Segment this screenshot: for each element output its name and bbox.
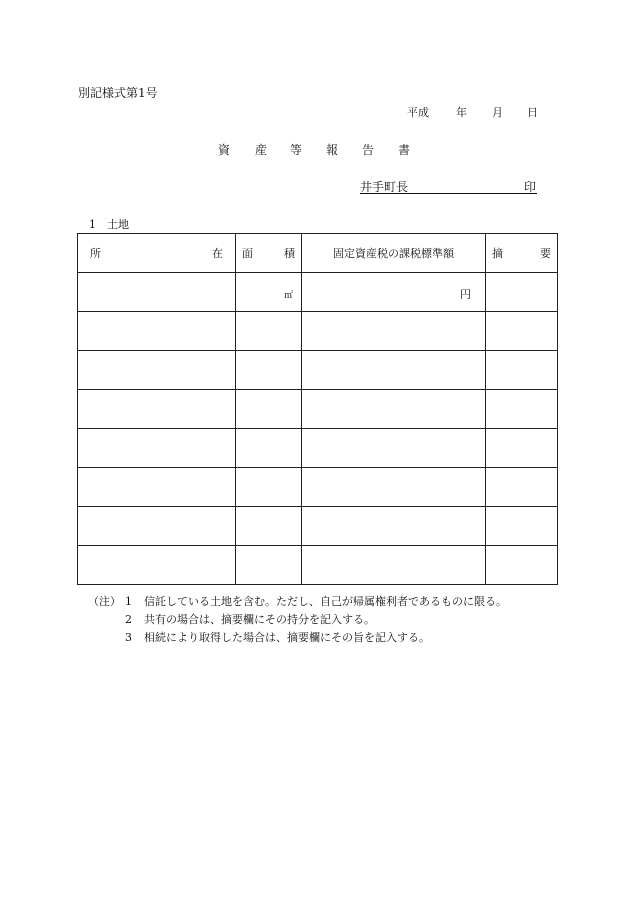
area-cell[interactable] <box>236 273 302 312</box>
tax-value-cell[interactable] <box>302 390 486 429</box>
note-item <box>125 593 507 609</box>
title-char: 資 <box>218 143 231 157</box>
seal-mark: 印 <box>523 180 536 194</box>
remarks-cell[interactable] <box>486 390 558 429</box>
signature-line <box>360 178 537 194</box>
table-row <box>78 546 558 585</box>
area-unit: ㎡ <box>283 291 293 301</box>
location-cell[interactable] <box>78 546 236 585</box>
header-location-char: 在 <box>212 247 223 260</box>
area-cell[interactable] <box>236 507 302 546</box>
note-item <box>125 611 375 627</box>
form-number: 別記様式第1号 <box>78 86 158 100</box>
section-title: 1 土地 <box>89 218 129 231</box>
area-cell[interactable] <box>236 351 302 390</box>
title-char: 報 <box>326 143 339 157</box>
tax-value-cell[interactable] <box>302 507 486 546</box>
note-text: 相続により取得した場合は、摘要欄にその旨を記入する。 <box>144 631 430 644</box>
remarks-cell[interactable] <box>486 351 558 390</box>
table-row <box>78 429 558 468</box>
tax-value-cell[interactable] <box>302 468 486 507</box>
header-area <box>236 234 302 273</box>
remarks-cell[interactable] <box>486 507 558 546</box>
remarks-cell[interactable] <box>486 312 558 351</box>
header-remarks <box>486 234 558 273</box>
table-header-row <box>78 234 558 273</box>
table-row <box>78 468 558 507</box>
location-cell[interactable] <box>78 507 236 546</box>
note-text: 共有の場合は、摘要欄にその持分を記入する。 <box>144 613 375 626</box>
title-char: 産 <box>255 143 268 157</box>
notes-label: （注） <box>88 595 121 608</box>
date-year: 年 <box>456 106 467 119</box>
header-remarks-char: 要 <box>540 247 551 260</box>
date-era: 平成 <box>407 106 429 119</box>
note-number: 3 <box>125 631 132 644</box>
table-row <box>78 273 558 312</box>
note-text: 信託している土地を含む。ただし、自己が帰属権利者であるものに限る。 <box>144 595 507 608</box>
header-location <box>78 234 236 273</box>
yen-unit: 円 <box>460 288 471 301</box>
tax-value-cell[interactable] <box>302 546 486 585</box>
note-number: 2 <box>125 613 132 626</box>
location-cell[interactable] <box>78 312 236 351</box>
date-month: 月 <box>492 106 503 119</box>
area-cell[interactable] <box>236 468 302 507</box>
remarks-cell[interactable] <box>486 429 558 468</box>
title-char: 等 <box>290 143 303 157</box>
table-row <box>78 507 558 546</box>
area-cell[interactable] <box>236 546 302 585</box>
note-item <box>125 629 430 645</box>
location-cell[interactable] <box>78 351 236 390</box>
area-cell[interactable] <box>236 312 302 351</box>
location-cell[interactable] <box>78 468 236 507</box>
title-char: 告 <box>362 143 375 157</box>
tax-value-cell[interactable] <box>302 351 486 390</box>
tax-value-cell[interactable] <box>302 273 486 312</box>
tax-value-cell[interactable] <box>302 429 486 468</box>
header-area-char: 面 <box>242 247 253 260</box>
land-table <box>77 233 558 585</box>
mayor-title: 井手町長 <box>360 180 409 194</box>
header-location-char: 所 <box>90 247 101 260</box>
title-char: 書 <box>398 143 411 157</box>
note-number: 1 <box>125 595 132 608</box>
header-remarks-char: 摘 <box>492 247 503 260</box>
header-area-char: 積 <box>284 247 295 260</box>
remarks-cell[interactable] <box>486 468 558 507</box>
area-cell[interactable] <box>236 429 302 468</box>
table-row <box>78 351 558 390</box>
area-cell[interactable] <box>236 390 302 429</box>
table-row <box>78 390 558 429</box>
location-cell[interactable] <box>78 273 236 312</box>
remarks-cell[interactable] <box>486 273 558 312</box>
date-day: 日 <box>527 106 538 119</box>
header-tax-value: 固定資産税の課税標準額 <box>302 234 486 273</box>
tax-value-cell[interactable] <box>302 312 486 351</box>
location-cell[interactable] <box>78 390 236 429</box>
location-cell[interactable] <box>78 429 236 468</box>
remarks-cell[interactable] <box>486 546 558 585</box>
table-row <box>78 312 558 351</box>
